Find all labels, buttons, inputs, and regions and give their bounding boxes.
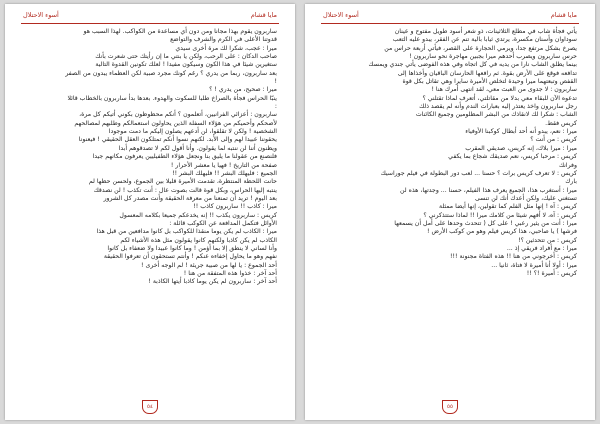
text-line: كريس : آه، لا أفهم شيئا من كلامك ميرا !! لماذا ستتذكرني ؟: [423, 211, 577, 219]
text-line: كريس : أخرجوني من هنا !! هذه الفتاة مجنونة !!!: [450, 253, 577, 261]
text-line: صفحة من التاريخ ! فهيا يا معشر الأحرار !: [170, 161, 277, 169]
text-line: بعد ساربرون، ربما من يدري ؟ رغم كونك مجرد صبية لكن العظماء يبدون من الصفر: [65, 69, 277, 77]
text-line: تدافعه فوقع على الأرض بقوة. ثم رافعها الحارسان الباقيان وأخذاها إلى: [397, 69, 577, 77]
text-line: :: [274, 103, 277, 111]
right-page: [305, 4, 595, 420]
text-line: ساربرون : لا جدوى من العبث معي، لقد انتهى أمرك هنا !: [431, 86, 577, 94]
text-line: الكاذب لم يكن كاذبا ولكنهم كانوا يقولون مثل هذه الأشياء لكم: [120, 236, 277, 244]
text-line: ساربرون : أعزائي الفرانيين، أتعلمون ؟ أنكم محظوظون بكوني أتيكم كل مرة،: [79, 111, 277, 119]
text-line: كريس فقط.: [545, 119, 577, 127]
text-line: الشخصية ! ولكن لا تقلقوا، لن أدعهم يصلون إليكم ما دمت موجودا: [108, 128, 277, 136]
page-header: [323, 11, 577, 21]
text-line: أحد آخر : خذوا هذه المتفقة من هنا !: [183, 269, 277, 277]
text-line: ميرا : عجب، شكرا لك مرة أخرى سيدي: [175, 44, 277, 52]
text-line: ينتبه إليها الحراس، وبكل قوة قالت بصوت عال : أنت تكذب ! لن نصدقك: [93, 186, 277, 194]
text-line: نفهم وهو ما يحاول إخفاءه عنكم ! وأنتم تستحقون أن تعرفوا الحقيقة: [103, 253, 277, 261]
author-name: مايا قشام: [250, 11, 277, 19]
text-line: كريس : من تتحدثين ؟!: [518, 236, 577, 244]
header-rule: [21, 23, 279, 24]
text-line: أحد آخر : ساربرون لم يكن يوما كاذبا أيتها الكاذبة !: [148, 278, 277, 286]
text-line: الشاب : شكرا لك لانقاذك من البشر المظلومين وجميع الكائنات: [415, 111, 577, 119]
text-line: قدوتنا الأعلى في الكرم والشرف والتواضع: [170, 36, 277, 44]
text-line: الجميع : فليهلك البشر !! فليهلك البشر !!: [172, 169, 277, 177]
page-number: ٥٥: [442, 400, 458, 414]
text-line: يأتي فجأة شاب في مطلع الثلاثينات، ذو شعر أسود طويل مفتوح و عينان: [394, 28, 577, 35]
text-line: ويظنون أننا لن ننتبه لما يقولون. وأنا أقول لكم لا تصدقوهم أبدا: [118, 144, 277, 152]
text-line: سوداوان وأسنان مكسرة، يرتدي ثيابا بالية تنم عن الفقر، يبدو عليه التعب: [392, 36, 577, 44]
text-line: ستغيرين شيئا في هذا الكون وسيكون مفيدا ! لعلك تكونين القدوة التالية: [95, 61, 277, 69]
text-line: ميرا : الكاذب لم يكن يوما منقذا للكواكب بل كانوا مدافعين من قبل هذا: [96, 228, 277, 236]
page-body: [323, 28, 577, 278]
text-line: كريس : أميرة !؟ !!: [526, 269, 577, 277]
page-body: [23, 28, 277, 287]
text-line: حانت اللحظة المنتظرة، تقدمت الأميرة قليلا بين الجموع، ولحسن حظها لم: [88, 178, 277, 186]
text-line: وأنا لساني لا ينطق إلا بما أؤمن ! وما كانوا عبيدا ولا ضعفاء بل كانوا: [107, 244, 277, 252]
text-line: ميرا : أنت من يثير رعبي ! على كل ( تتحدث وحدها على أمل أن يسمعها: [394, 219, 577, 227]
text-line: أحد الجموع : يا لها من صبية جريئة ! لم الوجه أخرى !: [141, 261, 277, 269]
text-line: تدعوه الآن للبقاء معي بدلا من مقاتلتي، أتعرف لماذا تقتلني ؟: [422, 94, 577, 102]
header-rule: [321, 23, 579, 24]
left-page: [5, 4, 295, 420]
text-line: كريس : لا تعرف كريس برات ؟ حسنا ... لعب دور البطولة في فيلم جوراسيك: [380, 169, 577, 177]
book-title: أسوء الاحتلال: [23, 11, 59, 19]
author-name: مايا قشام: [550, 11, 577, 19]
text-line: ساربرون يقوم بهذا مجانا ومن دون أي مساعدة من الكواكب. لهذا السبب هو: [83, 28, 277, 35]
book-title: أسوء الاحتلال: [323, 11, 359, 19]
text-line: ميرا : أستغرب هذا، الجميع يعرف هذا الفيلم، حسنا ... وجدتها، هذه لن: [400, 186, 577, 194]
text-line: بارك: [565, 178, 577, 186]
text-line: تستغني عليك، ولكن أعدك أنك لن تنسى: [474, 194, 577, 202]
text-line: كريس : مرحبا كريس، نعم صديقك شجاع بما يكفي: [448, 153, 577, 161]
text-line: كريس : من أنت ؟: [530, 136, 577, 144]
text-line: بعد اليوم ! تريد أن تمنعنا من معرفة الحقيقة وأنت مصدر كل الشرور: [103, 194, 277, 202]
text-line: فرشها ) يا صاحبي، هذا كريس فيلم وهو من كوكب الأرض !: [427, 228, 577, 236]
text-line: ينبّا الحراس فجأة بالصراخ طلبا للسكوت والهدوء. بعدها بدأ ساربرون بالخطاب قائلا: [67, 94, 277, 102]
text-line: صاحب الدكان : على الرحب، ولكن يا بنتي ما إن رأيتك حتى شعرت بأنك: [95, 53, 277, 61]
text-line: وفرانك: [558, 161, 577, 169]
text-line: بينما يطلق الشاب نارا من يديه في كل اتجاه وفي هذه الفوضى يأتي جندي ويمسك: [368, 61, 577, 69]
text-line: ميرا : كاذب !! ساربرون كاذب !!: [193, 203, 277, 211]
text-line: !: [274, 78, 277, 86]
text-line: الأوائل فتكمل المدافعة عن الكوكب قائلة :: [169, 219, 277, 227]
text-line: كريس : آه ! إنها مثل الفلم كما تقولين، إنها أيضا ممثلة: [439, 203, 577, 211]
text-line: ميرا : نعم، يبدو أنه أحد أبطال كوكبنا الأوفياء: [465, 128, 577, 136]
text-line: لأصحكم وأحميكم من هؤلاء السفلة الذين يحاولون استعمالكم وطلبهم لمصالحهم: [74, 119, 277, 127]
text-line: ميرا : مع أفراد فريقي إذ ...: [506, 244, 577, 252]
page-number: ٥٤: [142, 400, 158, 414]
text-line: فلنصنع من عقولنا ما يليق بنا ونجعل هؤلاء الطفيليين يعرفون مكانهم جيدا: [92, 153, 277, 161]
text-line: يصرخ بشكل مرتفع جدا، ويرمي الحجارة على القصر، فيأتي أربعة حراس من: [384, 44, 577, 52]
page-header: [23, 11, 277, 21]
text-line: ميرا : ميرا بلاك، إنه كريس، صديقي المقرب: [465, 144, 577, 152]
text-line: يحقوننا عبيدا لهم وإلى الأبد. لكنهم نسوا أنكم تمتلكون العقل الحقيقي ! فيعنونا: [78, 136, 277, 144]
text-line: ميرا : أولا أنا أميرة لا فتاة، ثانيا ...: [491, 261, 577, 269]
text-line: رجل ساربرون واخذ يعتذر إليه بعبارات الندم وأنه لم يقصد ذلك: [419, 103, 577, 111]
text-line: كريس : ساربرون يكذب !! إنه يخدعكم جميعا بكلامه المعسول: [119, 211, 277, 219]
text-line: القفص وتبعتهما ميرا وحيدة لتخلص الأميرة سايرا وهي تقاتل بكل قوة: [402, 78, 577, 86]
text-line: حرس ساربرون ويصرب أحدهم ميرا بجبين مهاجرة نحو ساربرون !: [409, 53, 577, 61]
text-line: ميرا : صحيح، من يدري ! ؟: [209, 86, 277, 94]
